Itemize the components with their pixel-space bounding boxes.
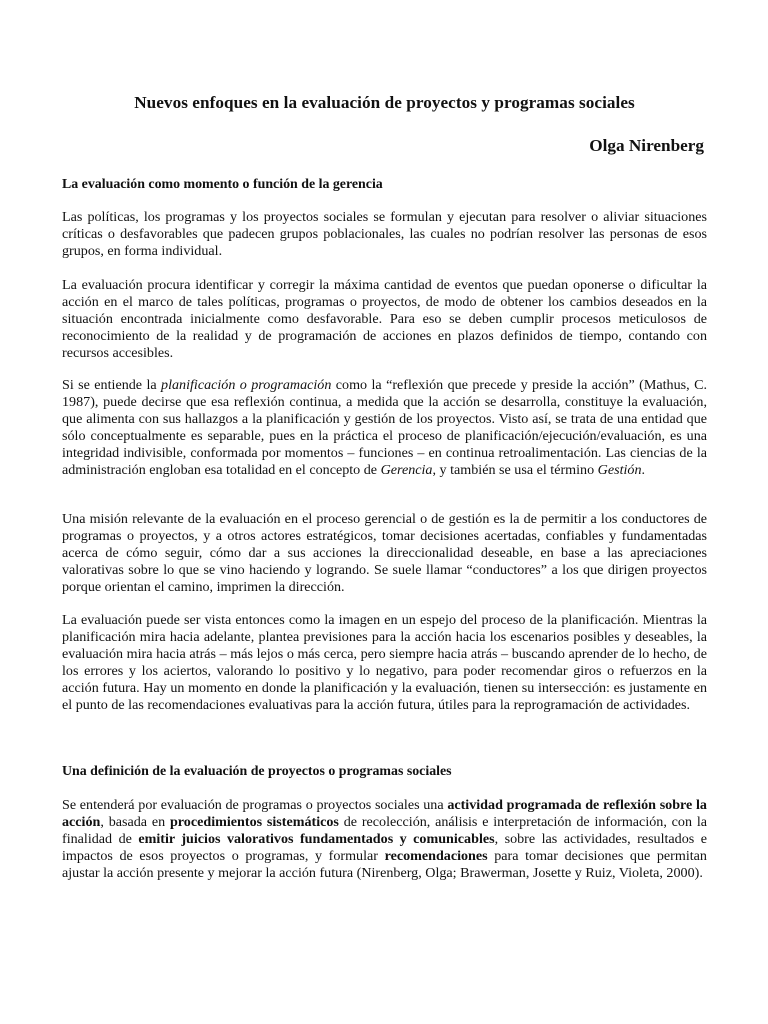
italic-term: Gestión <box>597 462 642 479</box>
paragraph-text: . <box>641 462 646 479</box>
paragraph-text: para tomar decisiones que permitan ajustar la acción presente y mejorar la acción futura (Nirenberg, Olga; Brawerman, Josette y Ruiz, Violeta, 2000). <box>62 848 707 882</box>
paragraph-text: Se entenderá por evaluación de programas o proyectos sociales una <box>62 797 448 813</box>
paragraph-text: Si se entiende la <box>62 377 162 393</box>
bold-term: recomendaciones <box>384 848 488 865</box>
paragraph-text: Una misión relevante de la evaluación en el proceso gerencial o de gestión es la de permitir a los conductores de programas o proyectos, y a otros actores estratégicos, tomar decisiones acertadas, confiables y fundamentadas acerca de cómo seguir, cómo dar a sus acciones la direccionalidad deseable, en base a las apreciaciones valorativas sobre lo que se vino haciendo y logrando. Se suele llamar “conductores” a los que dirigen proyectos porque orientan el camino, imprimen la dirección. <box>62 511 707 596</box>
paragraph-text: La evaluación procura identificar y corregir la máxima cantidad de eventos que puedan oponerse o dificultar la acción en el marco de tales políticas, programas o proyectos, de modo de obtener los cambios deseados en la situación encontrada inicialmente como desfavorable. Para eso se deben cumplir procesos meticulosos de reconocimiento de la realidad y de programación de acciones en plazos definidos de tiempo, contando con recursos accesibles. <box>62 277 707 362</box>
section-heading-gerencia: La evaluación como momento o función de la gerencia <box>62 177 383 192</box>
paragraph-text: Las políticas, los programas y los proyectos sociales se formulan y ejecutan para resolver o aliviar situaciones críticas o desfavorables que padecen grupos poblacionales, las cuales no podrían resolver las personas de esos grupos, en forma individual. <box>62 209 707 260</box>
bold-term: procedimientos sistemáticos <box>169 814 339 831</box>
paragraph <box>62 612 707 715</box>
italic-term: planificación o programación <box>161 377 332 393</box>
paragraph-text: La evaluación puede ser vista entonces como la imagen en un espejo del proceso de la planificación. Mientras la planificación mira hacia adelante, plantea previsiones para la acción hacia los escenarios posibles y deseables, la evaluación mira hacia atrás – más lejos o más cerca, pero siempre hacia atrás – buscando aprender de lo hecho, de los errores y los aciertos, valorando lo positivo y lo negativo, para poder recomendar giros o refuerzos en la acción futura. Hay un momento en donde la planificación y la evaluación, tienen su intersección: es justamente en el punto de las recomendaciones evaluativas para la acción futura, útiles para la reprogramación de actividades. <box>62 612 707 714</box>
paragraph <box>62 277 707 362</box>
paragraph <box>62 377 707 480</box>
document-author: Olga Nirenberg <box>589 136 704 155</box>
paragraph-text: , sobre las actividades, resultados e impactos de esos proyectos o programas, y formular <box>62 831 707 865</box>
bold-term: actividad programada de reflexión sobre la acción <box>62 797 707 831</box>
italic-term: Gerencia <box>380 462 433 479</box>
section-heading-definicion: Una definición de la evaluación de proyectos o programas sociales <box>62 764 452 779</box>
paragraph-text: , basada en <box>100 814 170 831</box>
paragraph <box>62 797 707 882</box>
paragraph-text: de recolección, análisis e interpretación de información, con la finalidad de <box>62 814 707 848</box>
bold-term: emitir juicios valorativos fundamentados y comunicables <box>138 831 495 848</box>
paragraph-text: , y también se usa el término <box>432 462 598 479</box>
paragraph <box>62 209 707 260</box>
paragraph-text: como la “reflexión que precede y preside la acción” (Mathus, C. 1987), puede decirse que esa reflexión continua, a medida que la acción se desarrolla, constituye la evaluación, que alimenta con sus hallazgos a la planificación y gestión de los proyectos. Visto así, se trata de una entidad que sólo conceptualmente es separable, pues en la práctica el proceso de planificación/ejecución/evaluación, es una integridad indivisible, conformada por momentos – funciones – en continua retroalimentación. Las ciencias de la administración engloban esa totalidad en el concepto de <box>62 377 707 479</box>
paragraph <box>62 511 707 596</box>
document-title: Nuevos enfoques en la evaluación de proyectos y programas sociales <box>134 93 635 112</box>
